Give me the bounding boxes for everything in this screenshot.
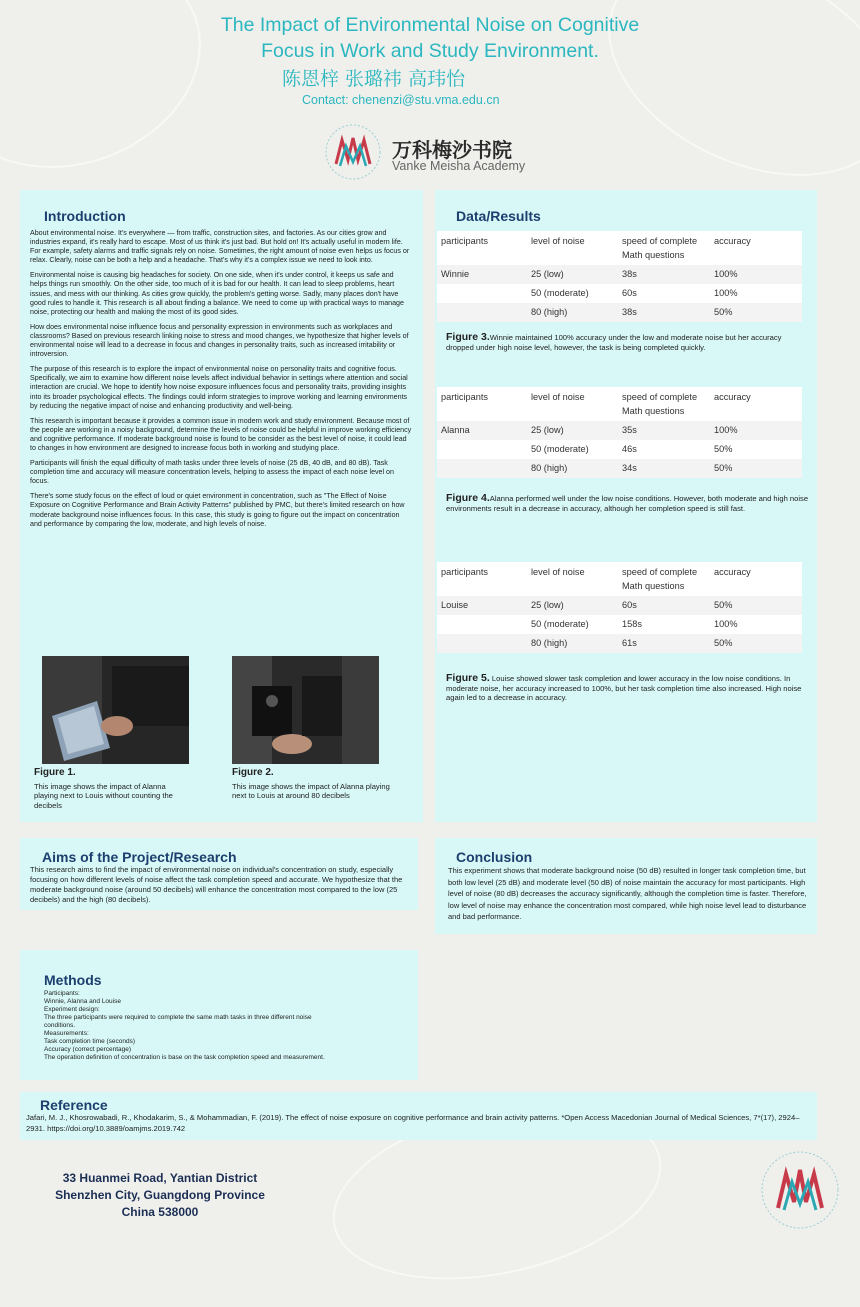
- authors-chinese: 陈恩梓 张璐祎 高玮怡: [282, 68, 466, 90]
- methods-title: Methods: [44, 972, 102, 988]
- table-cell: 100%: [714, 619, 738, 629]
- poster-title-line2: Focus in Work and Study Environment.: [261, 40, 599, 62]
- results-table-winnie: [437, 231, 802, 322]
- methods-line: Winnie, Alanna and Louise: [44, 998, 121, 1005]
- conclusion-body: This experiment shows that moderate background noise (50 dB) resulted in longer task completion time, but both low level (25 dB) and moderate level (50 dB) of noise maintain the accuracy for most participants. High level of noise (80 dB) decreases the accuracy significantly, although the completion time is faster. Therefore, low level of noise may enhance the concentration most compared, while high noise level lead to disturbance and bad performance.: [448, 866, 807, 921]
- figure5-caption: Louise showed slower task completion and lower accuracy in the low noise conditions. In moderate noise, her accuracy increased to 100%, but her task completion time also increased. High noise again led to a decrease in accuracy.: [446, 674, 802, 703]
- table-cell: 25 (low): [527, 265, 618, 284]
- table-cell: 100%: [710, 265, 802, 284]
- methods-line: Measurements:: [44, 1030, 89, 1037]
- methods-line: The three participants were required to complete the same math tasks in three different noise conditions.: [44, 1014, 312, 1029]
- introduction-paragraph: Environmental noise is causing big headaches for society. On one side, when it's under control, it keeps us safe and helps things run smoothly. On the other side, too much of it is bad for our health. It can lead to sleep problems, heart issues, and mess with our thinking. As cities grow quickly, the problem's getting worse. Sadly, many places don't have good rules to handle it. This research is all about finding a balance. We need to come up with practical ways to manage noise, protecting our health and making the most of its good sides.: [30, 271, 404, 316]
- introduction-title: Introduction: [44, 208, 126, 224]
- figure1-label: Figure 1.: [34, 767, 76, 778]
- introduction-paragraph: Participants will finish the equal difficulty of math tasks under three levels of noise (25 dB, 40 dB, and 80 dB). Task completion time and accuracy will measure concentration levels, helping to assess the impact of each noise level on focus.: [30, 459, 394, 486]
- figure4-label: Figure 4.: [446, 492, 490, 504]
- table-cell: 38s: [618, 265, 710, 284]
- table-header: level of noise: [531, 567, 585, 577]
- figure2-label: Figure 2.: [232, 767, 274, 778]
- table-header: accuracy: [714, 236, 751, 246]
- table-header: level of noise: [531, 392, 585, 402]
- contact-email: Contact: chenenzi@stu.vma.edu.cn: [302, 93, 500, 107]
- table-cell: 80 (high): [527, 303, 618, 322]
- figure4-caption-block: [446, 494, 810, 513]
- address-line2: Shenzhen City, Guangdong Province: [55, 1188, 265, 1202]
- figure1-photo: [42, 656, 189, 764]
- table-header: participants: [441, 236, 488, 246]
- figure4-caption: Alanna performed well under the low noise conditions. However, both moderate and high noise environments result in a decrease in accuracy, although her completion speed is still fast.: [446, 494, 809, 513]
- table-cell: 158s: [622, 619, 642, 629]
- academy-logo-icon: [320, 122, 386, 182]
- results-table-louise: [437, 562, 802, 653]
- table-cell-empty: [437, 440, 527, 459]
- table-header: participants: [441, 392, 488, 402]
- table-cell: 50%: [710, 634, 802, 653]
- results-title: Data/Results: [456, 208, 541, 224]
- table-cell: 46s: [622, 444, 637, 454]
- table-cell: 80 (high): [527, 634, 618, 653]
- academy-name-chinese: 万科梅沙书院: [392, 138, 512, 162]
- table-cell: 50 (moderate): [531, 288, 589, 298]
- reference-title: Reference: [40, 1097, 108, 1113]
- table-header: accuracy: [714, 567, 751, 577]
- methods-line: Experiment design:: [44, 1006, 100, 1013]
- introduction-paragraph: How does environmental noise influence focus and personality expression in environments such as workplaces and classrooms? Based on previous research linking noise to stress and mood changes, we hypothesize that higher levels of environmental noise will lead to a decrease in focus and changes in personality traits, such as increased irritability or introversion.: [30, 322, 409, 359]
- figure1-caption-block: [34, 768, 184, 810]
- table-cell: 50%: [710, 596, 802, 615]
- table-cell-empty: [437, 615, 527, 634]
- academy-seal-icon: [758, 1148, 842, 1232]
- figure3-caption-block: [446, 333, 810, 352]
- table-header: speed of complete Math questions: [622, 567, 698, 591]
- address-block: [30, 1170, 290, 1221]
- table-cell: 38s: [618, 303, 710, 322]
- introduction-body: [30, 229, 412, 535]
- table-cell: 61s: [618, 634, 710, 653]
- table-header: speed of complete Math questions: [622, 392, 698, 416]
- figure5-caption-block: [446, 674, 812, 703]
- results-table-alanna: [437, 387, 802, 478]
- table-cell: 100%: [710, 421, 802, 440]
- figure3-caption: Winnie maintained 100% accuracy under the low and moderate noise but her accuracy dropped under high noise level, however, the task is being completed quickly.: [446, 333, 782, 352]
- table-cell: 34s: [618, 459, 710, 478]
- table-cell-empty: [437, 634, 527, 653]
- table-cell: 50%: [710, 303, 802, 322]
- figure3-label: Figure 3.: [446, 331, 490, 343]
- table-cell-participant: Winnie: [437, 265, 527, 284]
- introduction-paragraph: The purpose of this research is to explore the impact of environmental noise on personality traits and cognitive focus. Specifically, we aim to examine how different noise levels affect individual behavior in settings where attention and social interaction are crucial. We hope to identify how noise exposure influences focus and personality traits, providing insights into its broader psychological effects. The findings could inform strategies to improve working and learning environments by reducing the negative impact of noise and enhancing productivity and well-being.: [30, 365, 408, 410]
- methods-line: Task completion time (seconds): [44, 1038, 136, 1045]
- table-header: speed of complete Math questions: [622, 236, 698, 260]
- introduction-paragraph: This research is important because it provides a common issue in modern work and study environment. Because most of the people are working in a noisy background, determine the levels of noise could be helpful in improve working efficiency and cognitive performance. If moderate background noise is found to be consider as the best level of noise, it could lead to changes in how environment are designed to increase focus both in working and studying place.: [30, 416, 412, 452]
- table-cell: 50%: [710, 459, 802, 478]
- table-cell: 60s: [622, 288, 637, 298]
- conclusion-title: Conclusion: [456, 849, 533, 865]
- methods-line: The operation definition of concentration is base on the task completion speed and measurement.: [44, 1054, 325, 1061]
- table-cell: 100%: [714, 288, 738, 298]
- figure2-photo: [232, 656, 379, 764]
- academy-name-english: Vanke Meisha Academy: [392, 159, 526, 173]
- poster-title-line1: The Impact of Environmental Noise on Cognitive: [220, 14, 640, 36]
- figure1-caption: This image shows the impact of Alanna playing next to Louis without counting the decibels: [34, 781, 173, 810]
- table-cell: 50%: [714, 444, 733, 454]
- table-header: participants: [441, 567, 488, 577]
- figure2-caption-block: [232, 768, 397, 801]
- table-cell: 25 (low): [527, 421, 618, 440]
- table-cell-participant: Louise: [437, 596, 527, 615]
- aims-body: This research aims to find the impact of environmental noise on individual's concentration on study, especially focusing on how different levels of noise affect the task completion speed and accurate. We hypothesize that the moderate background noise (around 50 decibels) will enhance the concentration most compared to the low (25 decibels) and the high (80 decibels).: [30, 865, 403, 904]
- figure2-caption: This image shows the impact of Alanna playing next to Louis at around 80 decibels: [232, 781, 390, 801]
- table-cell: 35s: [618, 421, 710, 440]
- address-line3: China 538000: [121, 1205, 199, 1219]
- table-cell-participant: Alanna: [437, 421, 527, 440]
- methods-line: Accuracy (correct percentage): [44, 1046, 132, 1053]
- aims-title: Aims of the Project/Research: [42, 849, 237, 865]
- table-cell-empty: [437, 303, 527, 322]
- table-header: level of noise: [531, 236, 585, 246]
- table-cell: 50 (moderate): [531, 444, 589, 454]
- methods-body: [44, 990, 334, 1062]
- table-cell: 60s: [618, 596, 710, 615]
- figure5-label: Figure 5.: [446, 672, 490, 684]
- table-cell: 50 (moderate): [531, 619, 589, 629]
- address-line1: 33 Huanmei Road, Yantian District: [62, 1171, 258, 1185]
- table-header: accuracy: [714, 392, 751, 402]
- table-cell: 80 (high): [527, 459, 618, 478]
- reference-body: Jafari, M. J., Khosrowabadi, R., Khodakarim, S., & Mohammadian, F. (2019). The effect of noise exposure on cognitive performance and brain activity patterns. *Open Access Macedonian Journal of Medical Sciences, 7*(17), 2924–2931. https://doi.org/10.3889/oamjms.2019.742: [26, 1113, 800, 1133]
- methods-line: Participants:: [44, 990, 80, 997]
- table-cell-empty: [437, 459, 527, 478]
- introduction-paragraph: About environmental noise. It's everywhere — from traffic, construction sites, and factories. As our cities grow and industries expand, it's really hard to escape. Most of us think it's just bad. But hold on! It's actually useful in modern life. For example, safety alarms and traffic signals rely on noise. Sometimes, the right amount of noise even helps us focus or relax. Clearly, noise can be both a help and a headache. That's why it's a complex issue we need to look into.: [30, 229, 410, 265]
- poster-title: [150, 12, 710, 64]
- table-cell-empty: [437, 284, 527, 303]
- table-cell: 25 (low): [527, 596, 618, 615]
- introduction-paragraph: There's some study focus on the effect of loud or quiet environment in concentration, such as "The Effect of Noise Exposure on Cognitive Performance and Brain Activity Patterns" published by PMC, but there's limited research on how moderate background noise influences focus. In this case, this study is going to figure out the impact on concentration and performance by comparing the low, moderate, and high levels of noise.: [30, 492, 405, 528]
